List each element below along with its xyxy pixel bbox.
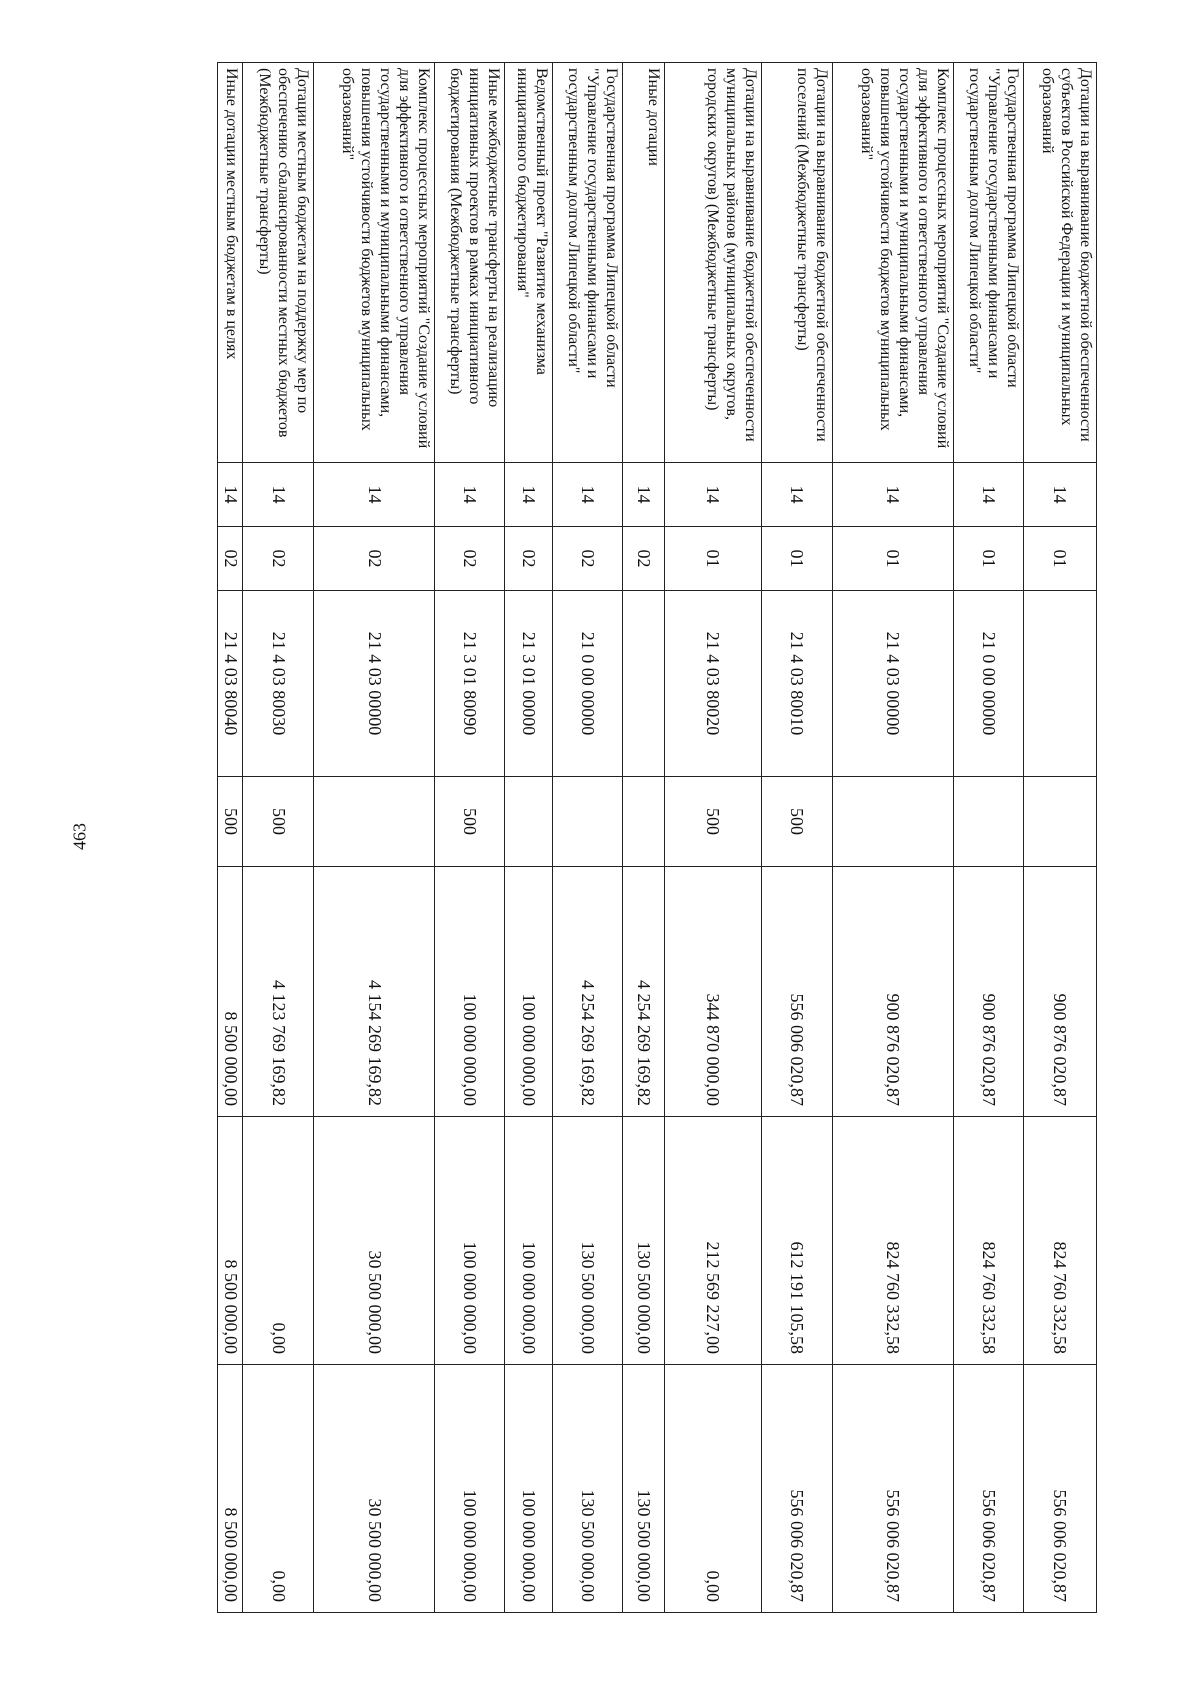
row-amount-1: 100 000 000,00: [435, 867, 505, 1117]
row-amount-1: 100 000 000,00: [505, 867, 553, 1117]
row-amount-2: 212 569 227,00: [664, 1117, 761, 1365]
table-row: [553, 63, 623, 1613]
row-amount-3: 556 006 020,87: [832, 1365, 953, 1613]
table-row: [243, 63, 314, 1613]
page-number: 463: [69, 823, 90, 850]
row-amount-2: 130 500 000,00: [553, 1117, 623, 1365]
row-expense-type: [553, 777, 623, 867]
row-target-code: 21 4 03 00000: [314, 591, 435, 777]
row-target-code: 21 4 03 80020: [664, 591, 761, 777]
row-target-code: 21 4 03 00000: [832, 591, 953, 777]
row-amount-3: 130 500 000,00: [553, 1365, 623, 1613]
row-target-code: 21 3 01 80090: [435, 591, 505, 777]
row-amount-3: 130 500 000,00: [623, 1365, 665, 1613]
row-name: Дотации местным бюджетам на поддержку мер по обеспечению сбалансированности местных бюджетов (Межбюджетные трансферты): [243, 63, 314, 463]
row-amount-2: 824 760 332,58: [954, 1117, 1024, 1365]
table-row: [954, 63, 1024, 1613]
row-subsection: 01: [954, 527, 1024, 591]
table-row: [1023, 63, 1096, 1613]
row-amount-2: 8 500 000,00: [218, 1117, 243, 1365]
row-subsection: 02: [623, 527, 665, 591]
table-row: [832, 63, 953, 1613]
row-amount-2: 0,00: [243, 1117, 314, 1365]
row-target-code: [1023, 591, 1096, 777]
row-expense-type: [1023, 777, 1096, 867]
row-expense-type: 500: [664, 777, 761, 867]
row-section: 14: [435, 463, 505, 527]
row-name: Дотации на выравнивание бюджетной обеспеченности субъектов Российской Федерации и муниципальных образований: [1023, 63, 1096, 463]
table-row: [761, 63, 832, 1613]
row-subsection: 02: [505, 527, 553, 591]
row-subsection: 01: [761, 527, 832, 591]
row-amount-3: 8 500 000,00: [218, 1365, 243, 1613]
row-expense-type: [623, 777, 665, 867]
row-subsection: 01: [1023, 527, 1096, 591]
row-section: 14: [505, 463, 553, 527]
row-expense-type: 500: [435, 777, 505, 867]
row-name: Иные межбюджетные трансферты на реализацию инициативных проектов в рамках инициативного бюджетирования (Межбюджетные трансферты): [435, 63, 505, 463]
row-name: Государственная программа Липецкой области "Управление государственными финансами и государственным долгом Липецкой области": [954, 63, 1024, 463]
row-section: 14: [832, 463, 953, 527]
row-amount-3: 100 000 000,00: [435, 1365, 505, 1613]
table-row: [623, 63, 665, 1613]
row-section: 14: [1023, 463, 1096, 527]
row-amount-2: 824 760 332,58: [1023, 1117, 1096, 1365]
row-name: Комплекс процессных мероприятий "Создание условий для эффективного и ответственного управления государственными и муниципальными финансами, повышения устойчивости бюджетов муниципальных образований": [832, 63, 953, 463]
row-amount-2: 30 500 000,00: [314, 1117, 435, 1365]
row-subsection: 01: [832, 527, 953, 591]
row-amount-2: 612 191 105,58: [761, 1117, 832, 1365]
table-row: [664, 63, 761, 1613]
row-amount-3: 0,00: [243, 1365, 314, 1613]
table-row: [218, 63, 243, 1613]
row-amount-3: 100 000 000,00: [505, 1365, 553, 1613]
row-amount-1: 900 876 020,87: [954, 867, 1024, 1117]
budget-table-rotated: [217, 62, 1097, 1612]
row-amount-1: 8 500 000,00: [218, 867, 243, 1117]
row-target-code: 21 4 03 80030: [243, 591, 314, 777]
row-subsection: 01: [664, 527, 761, 591]
row-section: 14: [623, 463, 665, 527]
row-target-code: [623, 591, 665, 777]
row-amount-1: 344 870 000,00: [664, 867, 761, 1117]
row-amount-2: 824 760 332,58: [832, 1117, 953, 1365]
row-amount-2: 100 000 000,00: [505, 1117, 553, 1365]
row-amount-3: 30 500 000,00: [314, 1365, 435, 1613]
table-row: [435, 63, 505, 1613]
row-amount-1: 4 254 269 169,82: [553, 867, 623, 1117]
row-name: Дотации на выравнивание бюджетной обеспеченности муниципальных районов (муниципальных округов, городских округов) (Межбюджетные трансферты): [664, 63, 761, 463]
row-subsection: 02: [435, 527, 505, 591]
row-section: 14: [218, 463, 243, 527]
row-name: Иные дотации местным бюджетам в целях: [218, 63, 243, 463]
row-subsection: 02: [553, 527, 623, 591]
row-expense-type: [505, 777, 553, 867]
row-amount-3: 556 006 020,87: [761, 1365, 832, 1613]
table-row: [505, 63, 553, 1613]
row-name: Дотации на выравнивание бюджетной обеспеченности поселений (Межбюджетные трансферты): [761, 63, 832, 463]
row-target-code: 21 4 03 80040: [218, 591, 243, 777]
row-amount-3: 556 006 020,87: [1023, 1365, 1096, 1613]
row-expense-type: [832, 777, 953, 867]
row-name: Ведомственный проект "Развитие механизма инициативного бюджетирования": [505, 63, 553, 463]
row-amount-1: 4 254 269 169,82: [623, 867, 665, 1117]
row-subsection: 02: [314, 527, 435, 591]
row-amount-1: 556 006 020,87: [761, 867, 832, 1117]
row-amount-1: 4 154 269 169,82: [314, 867, 435, 1117]
row-section: 14: [954, 463, 1024, 527]
row-target-code: 21 0 00 00000: [553, 591, 623, 777]
row-target-code: 21 4 03 80010: [761, 591, 832, 777]
row-subsection: 02: [218, 527, 243, 591]
row-amount-1: 900 876 020,87: [1023, 867, 1096, 1117]
row-amount-2: 100 000 000,00: [435, 1117, 505, 1365]
row-amount-1: 900 876 020,87: [832, 867, 953, 1117]
row-target-code: 21 0 00 00000: [954, 591, 1024, 777]
row-target-code: 21 3 01 00000: [505, 591, 553, 777]
row-amount-3: 0,00: [664, 1365, 761, 1613]
row-expense-type: 500: [218, 777, 243, 867]
row-section: 14: [761, 463, 832, 527]
row-expense-type: 500: [761, 777, 832, 867]
row-expense-type: 500: [243, 777, 314, 867]
row-section: 14: [664, 463, 761, 527]
row-expense-type: [314, 777, 435, 867]
row-section: 14: [553, 463, 623, 527]
row-amount-3: 556 006 020,87: [954, 1365, 1024, 1613]
row-amount-1: 4 123 769 169,82: [243, 867, 314, 1117]
row-section: 14: [243, 463, 314, 527]
row-expense-type: [954, 777, 1024, 867]
row-amount-2: 130 500 000,00: [623, 1117, 665, 1365]
row-subsection: 02: [243, 527, 314, 591]
row-name: Иные дотации: [623, 63, 665, 463]
budget-table: [217, 62, 1097, 1613]
row-section: 14: [314, 463, 435, 527]
table-row: [314, 63, 435, 1613]
row-name: Комплекс процессных мероприятий "Создание условий для эффективного и ответственного управления государственными и муниципальными финансами, повышения устойчивости бюджетов муниципальных образований": [314, 63, 435, 463]
row-name: Государственная программа Липецкой области "Управление государственными финансами и государственным долгом Липецкой области": [553, 63, 623, 463]
